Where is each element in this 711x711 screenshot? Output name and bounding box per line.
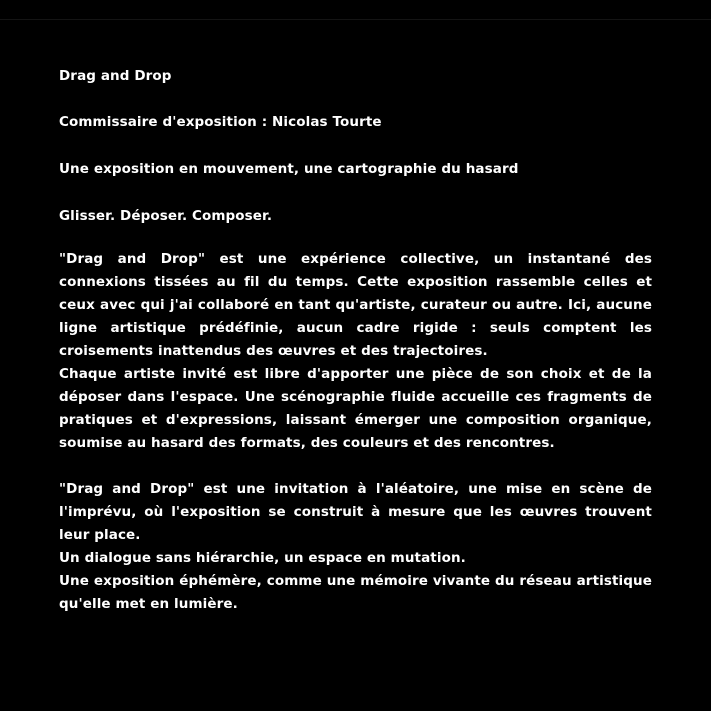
document-motto: Glisser. Déposer. Composer. (59, 208, 273, 224)
paragraph-artists: Chaque artiste invité est libre d'apporter une pièce de son choix et de la déposer dans l'espace. Une scénographie fluide accueille ces fragments de pratiques et d'expressions, laissant émerger une composition organique, soumise au hasard des formats, des couleurs et des rencontres. (59, 366, 652, 451)
paragraph-intro: "Drag and Drop" est une expérience collective, un instantané des connexions tissées au fil du temps. Cette exposition rassemble celles et ceux avec qui j'ai collaboré en tant qu'artiste, curateur ou autre. Ici, aucune ligne artistique prédéfinie, aucun cadre rigide : seuls comptent les croisements inattendus des œuvres et des trajectoires. (59, 251, 652, 359)
document-body (59, 67, 652, 616)
paragraph-dialogue: Un dialogue sans hiérarchie, un espace en mutation. (59, 550, 466, 566)
document-subtitle: Une exposition en mouvement, une cartographie du hasard (59, 161, 519, 177)
paragraph-invitation: "Drag and Drop" est une invitation à l'aléatoire, une mise en scène de l'imprévu, où l'exposition se construit à mesure que les œuvres trouvent leur place. (59, 481, 652, 543)
paragraph-ephemeral: Une exposition éphémère, comme une mémoire vivante du réseau artistique qu'elle met en lumière. (59, 573, 652, 612)
curator-credit: Commissaire d'exposition : Nicolas Tourte (59, 114, 382, 130)
document-title: Drag and Drop (59, 68, 172, 84)
top-divider (0, 19, 711, 20)
